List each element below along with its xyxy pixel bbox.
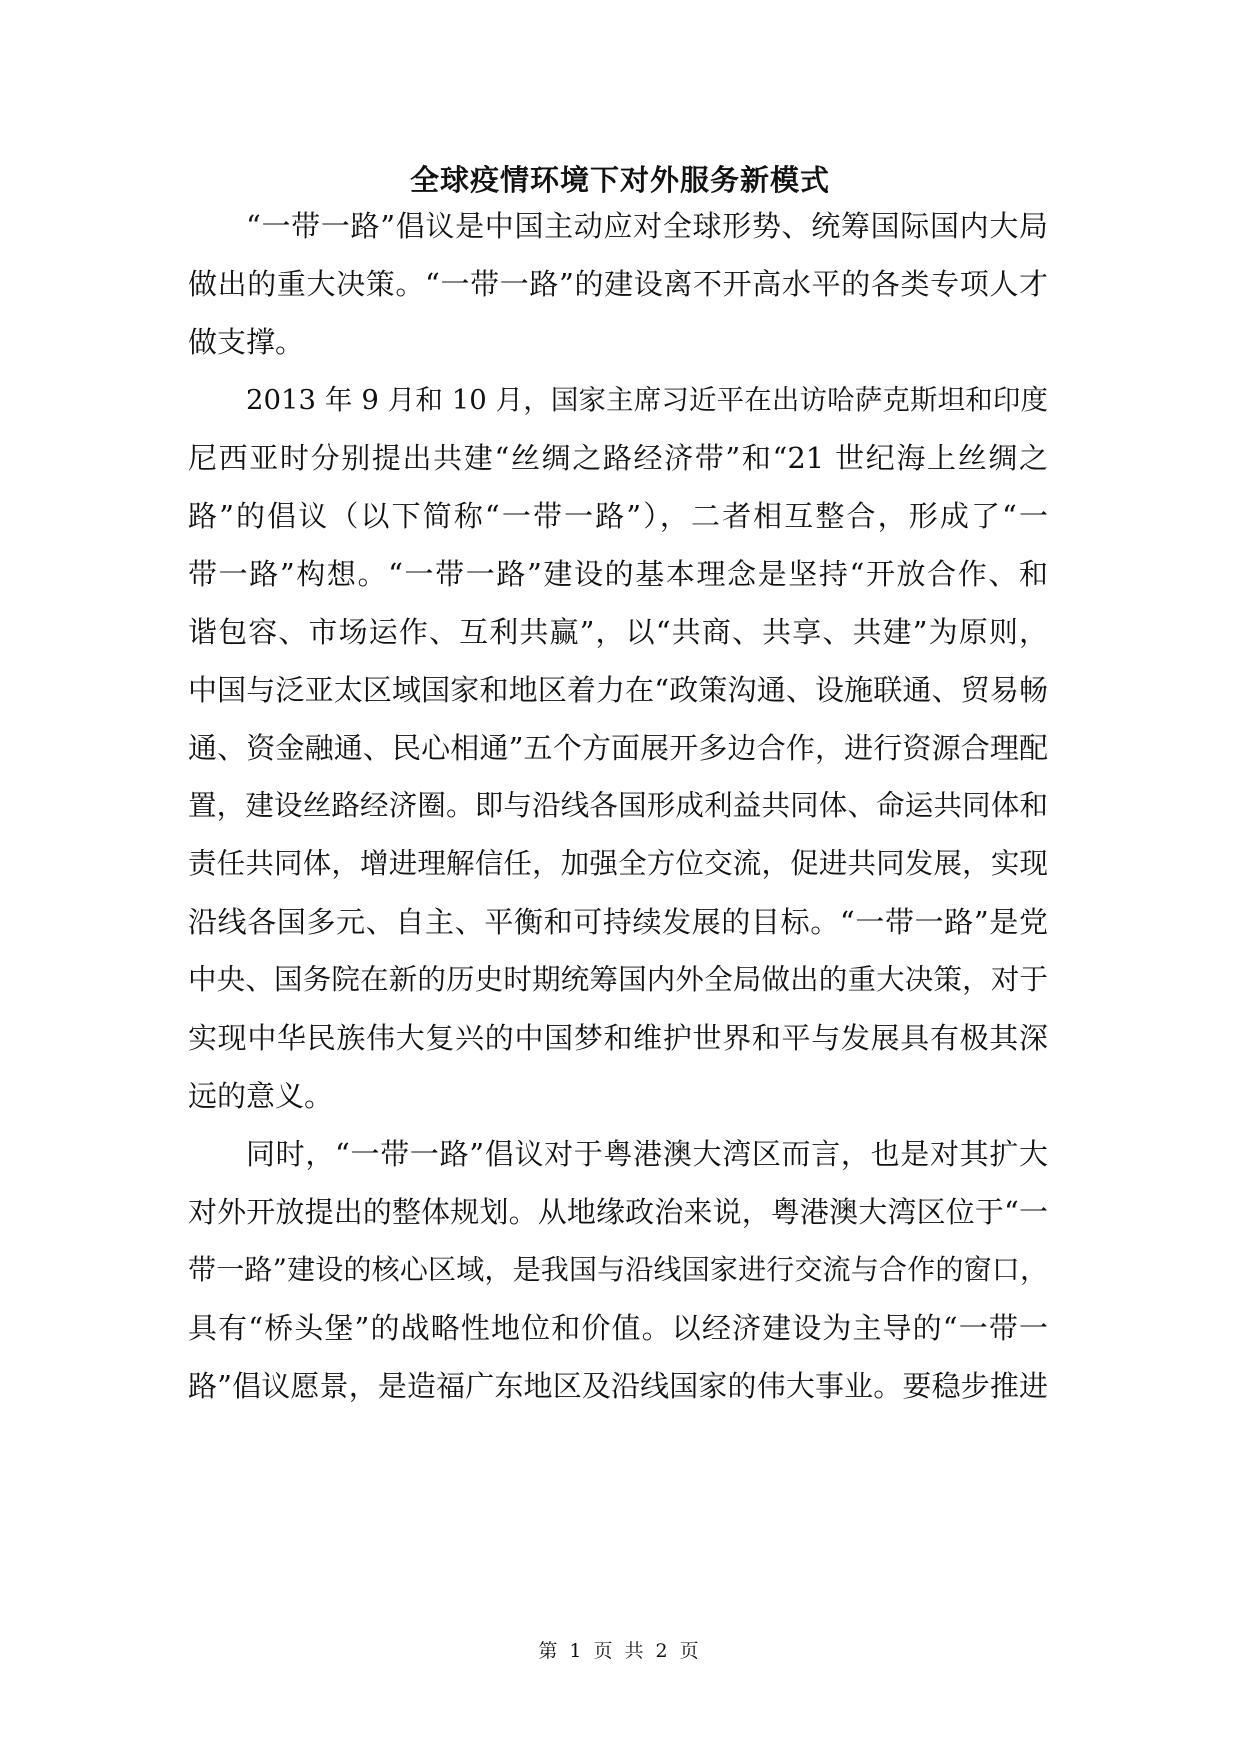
body-line: 做出的重大决策。“一带一路”的建设离不开高水平的各类专项人才 — [188, 267, 1048, 301]
body-line: 实现中华民族伟大复兴的中国梦和维护世界和平与发展具有极其深 — [188, 1021, 1048, 1055]
document-title: 全球疫情环境下对外服务新模式 — [409, 163, 830, 197]
body-line: “一带一路”倡议是中国主动应对全球形势、统筹国际国内大局 — [246, 209, 1048, 243]
body-line: 尼西亚时分别提出共建“丝绸之路经济带”和“21 世纪海上丝绸之 — [188, 441, 1048, 475]
body-line: 通、资金融通、民心相通”五个方面展开多边合作，进行资源合理配 — [188, 731, 1048, 765]
body-line: 2013 年 9 月和 10 月，国家主席习近平在出访哈萨克斯坦和印度 — [246, 384, 1048, 416]
body-line: 做支撑。 — [188, 325, 305, 359]
body-line: 对外开放提出的整体规划。从地缘政治来说，粤港澳大湾区位于“一 — [188, 1195, 1048, 1229]
body-line: 置，建设丝路经济圈。即与沿线各国形成利益共同体、命运共同体和 — [188, 789, 1048, 822]
body-line: 中国与泛亚太区域国家和地区着力在“政策沟通、设施联通、贸易畅 — [188, 673, 1048, 707]
body-line: 带一路”构想。“一带一路”建设的基本理念是坚持“开放合作、和 — [188, 557, 1048, 591]
body-line: 沿线各国多元、自主、平衡和可持续发展的目标。“一带一路”是党 — [188, 905, 1048, 939]
body-line: 路”的倡议（以下简称“一带一路”），二者相互整合，形成了“一 — [188, 499, 1048, 533]
body-line: 同时，“一带一路”倡议对于粤港澳大湾区而言，也是对其扩大 — [246, 1137, 1048, 1171]
body-line: 中央、国务院在新的历史时期统筹国内外全局做出的重大决策，对于 — [188, 963, 1048, 996]
body-line: 责任共同体，增进理解信任，加强全方位交流，促进共同发展，实现 — [188, 847, 1048, 880]
body-line: 带一路”建设的核心区域，是我国与沿线国家进行交流与合作的窗口， — [188, 1253, 1048, 1286]
body-line: 具有“桥头堡”的战略性地位和价值。以经济建设为主导的“一带一 — [188, 1311, 1048, 1345]
body-line: 远的意义。 — [188, 1079, 334, 1113]
body-line: 路”倡议愿景，是造福广东地区及沿线国家的伟大事业。要稳步推进 — [188, 1369, 1048, 1403]
page-number: 第 1 页 共 2 页 — [538, 1640, 702, 1662]
body-line: 谐包容、市场运作、互利共赢”，以“共商、共享、共建”为原则， — [188, 615, 1048, 649]
